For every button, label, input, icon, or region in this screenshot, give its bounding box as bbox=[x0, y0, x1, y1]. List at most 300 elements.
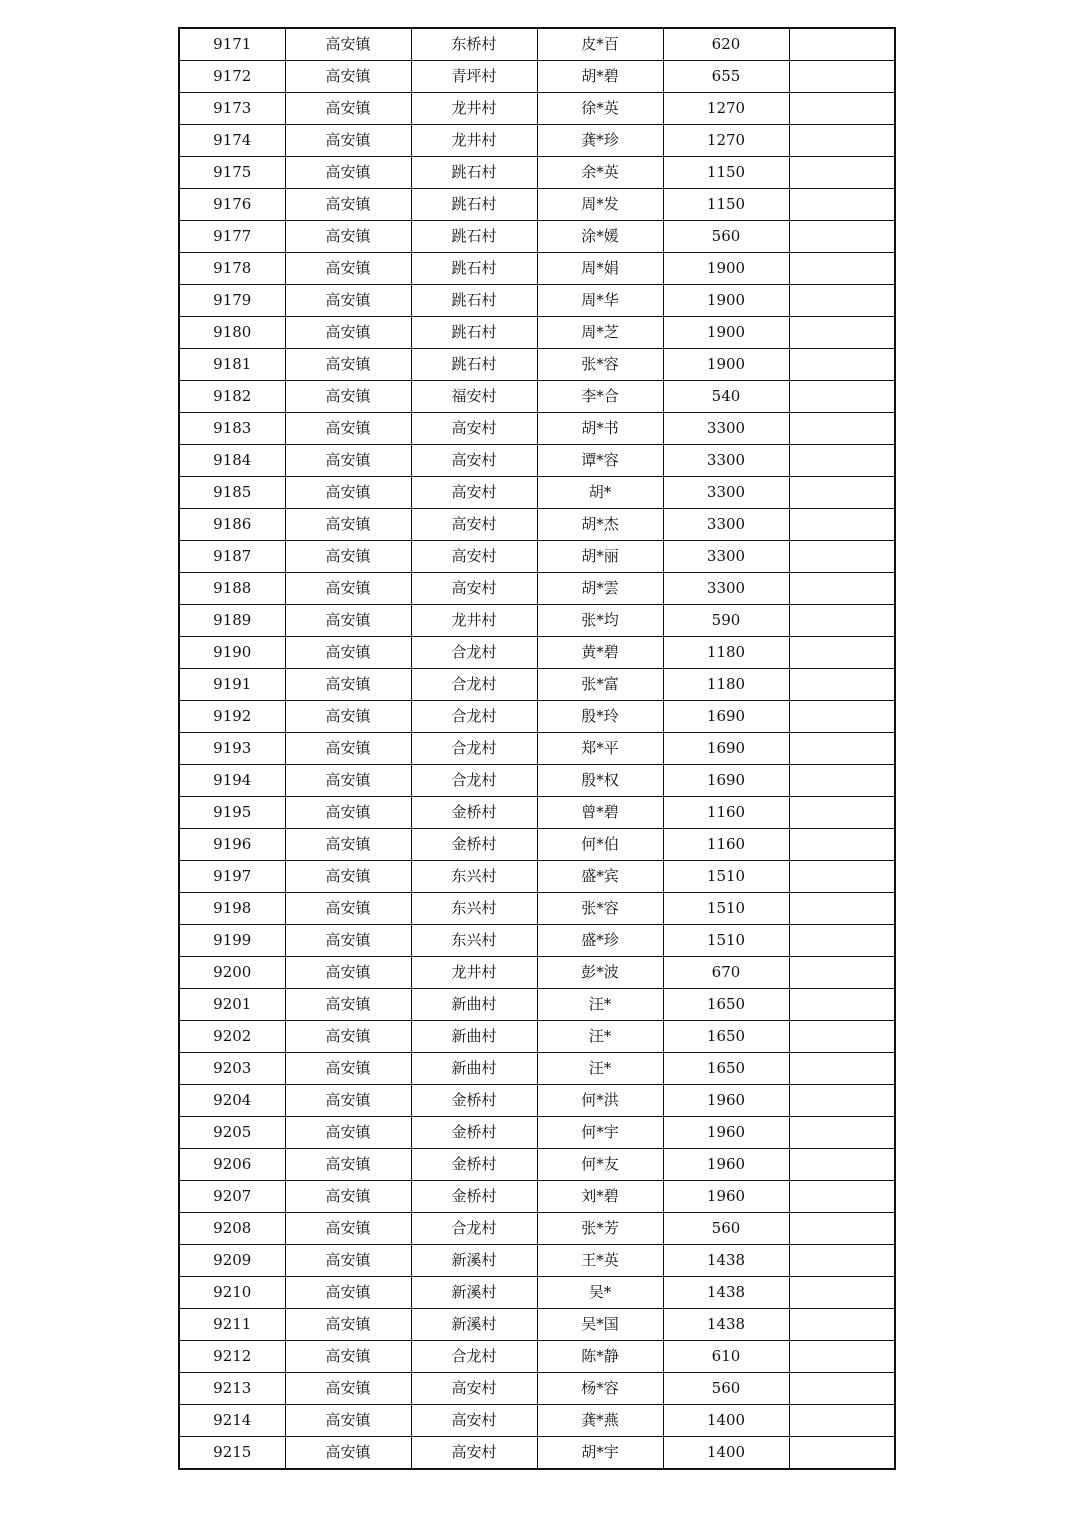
amount-cell: 1650 bbox=[663, 989, 789, 1021]
table-row bbox=[179, 61, 895, 93]
remark-cell bbox=[789, 413, 895, 445]
town-cell: 高安镇 bbox=[285, 1053, 411, 1085]
amount-cell: 1510 bbox=[663, 861, 789, 893]
table-row bbox=[179, 93, 895, 125]
remark-cell bbox=[789, 605, 895, 637]
town-cell: 高安镇 bbox=[285, 541, 411, 573]
town-cell: 高安镇 bbox=[285, 1021, 411, 1053]
town-cell: 高安镇 bbox=[285, 861, 411, 893]
town-cell: 高安镇 bbox=[285, 605, 411, 637]
village-cell: 合龙村 bbox=[411, 637, 537, 669]
serial-cell: 9190 bbox=[179, 637, 285, 669]
name-cell: 王*英 bbox=[537, 1245, 663, 1277]
name-cell: 余*英 bbox=[537, 157, 663, 189]
table-row bbox=[179, 1213, 895, 1245]
table-row bbox=[179, 28, 895, 61]
table-row bbox=[179, 829, 895, 861]
town-cell: 高安镇 bbox=[285, 1245, 411, 1277]
serial-cell: 9197 bbox=[179, 861, 285, 893]
village-cell: 金桥村 bbox=[411, 1181, 537, 1213]
table-row bbox=[179, 861, 895, 893]
table-row bbox=[179, 1085, 895, 1117]
village-cell: 东桥村 bbox=[411, 28, 537, 61]
name-cell: 汪* bbox=[537, 1021, 663, 1053]
table-row bbox=[179, 1437, 895, 1470]
serial-cell: 9174 bbox=[179, 125, 285, 157]
serial-cell: 9210 bbox=[179, 1277, 285, 1309]
remark-cell bbox=[789, 1053, 895, 1085]
town-cell: 高安镇 bbox=[285, 381, 411, 413]
remark-cell bbox=[789, 93, 895, 125]
amount-cell: 1400 bbox=[663, 1437, 789, 1470]
amount-cell: 1150 bbox=[663, 157, 789, 189]
table-row bbox=[179, 893, 895, 925]
village-cell: 高安村 bbox=[411, 541, 537, 573]
serial-cell: 9191 bbox=[179, 669, 285, 701]
table-row bbox=[179, 445, 895, 477]
amount-cell: 1900 bbox=[663, 253, 789, 285]
village-cell: 合龙村 bbox=[411, 765, 537, 797]
serial-cell: 9214 bbox=[179, 1405, 285, 1437]
town-cell: 高安镇 bbox=[285, 285, 411, 317]
serial-cell: 9204 bbox=[179, 1085, 285, 1117]
name-cell: 龚*珍 bbox=[537, 125, 663, 157]
amount-cell: 3300 bbox=[663, 477, 789, 509]
name-cell: 谭*容 bbox=[537, 445, 663, 477]
town-cell: 高安镇 bbox=[285, 1437, 411, 1470]
serial-cell: 9194 bbox=[179, 765, 285, 797]
serial-cell: 9203 bbox=[179, 1053, 285, 1085]
village-cell: 高安村 bbox=[411, 1405, 537, 1437]
table-row bbox=[179, 1117, 895, 1149]
amount-cell: 3300 bbox=[663, 445, 789, 477]
village-cell: 跳石村 bbox=[411, 285, 537, 317]
remark-cell bbox=[789, 157, 895, 189]
name-cell: 何*洪 bbox=[537, 1085, 663, 1117]
name-cell: 胡*杰 bbox=[537, 509, 663, 541]
village-cell: 跳石村 bbox=[411, 349, 537, 381]
amount-cell: 1510 bbox=[663, 925, 789, 957]
name-cell: 张*容 bbox=[537, 349, 663, 381]
name-cell: 彭*波 bbox=[537, 957, 663, 989]
serial-cell: 9172 bbox=[179, 61, 285, 93]
name-cell: 胡*宇 bbox=[537, 1437, 663, 1470]
table-row bbox=[179, 605, 895, 637]
village-cell: 高安村 bbox=[411, 573, 537, 605]
serial-cell: 9193 bbox=[179, 733, 285, 765]
serial-cell: 9171 bbox=[179, 28, 285, 61]
serial-cell: 9201 bbox=[179, 989, 285, 1021]
remark-cell bbox=[789, 1341, 895, 1373]
remark-cell bbox=[789, 445, 895, 477]
table-row bbox=[179, 1405, 895, 1437]
village-cell: 高安村 bbox=[411, 477, 537, 509]
village-cell: 龙井村 bbox=[411, 125, 537, 157]
serial-cell: 9206 bbox=[179, 1149, 285, 1181]
village-cell: 福安村 bbox=[411, 381, 537, 413]
remark-cell bbox=[789, 61, 895, 93]
table-row bbox=[179, 925, 895, 957]
amount-cell: 1438 bbox=[663, 1245, 789, 1277]
name-cell: 张*富 bbox=[537, 669, 663, 701]
remark-cell bbox=[789, 829, 895, 861]
table-row bbox=[179, 285, 895, 317]
village-cell: 新溪村 bbox=[411, 1245, 537, 1277]
town-cell: 高安镇 bbox=[285, 509, 411, 541]
name-cell: 汪* bbox=[537, 989, 663, 1021]
name-cell: 盛*宾 bbox=[537, 861, 663, 893]
name-cell: 胡*雲 bbox=[537, 573, 663, 605]
remark-cell bbox=[789, 541, 895, 573]
village-cell: 新曲村 bbox=[411, 1053, 537, 1085]
serial-cell: 9180 bbox=[179, 317, 285, 349]
table-row bbox=[179, 573, 895, 605]
name-cell: 陈*静 bbox=[537, 1341, 663, 1373]
remark-cell bbox=[789, 797, 895, 829]
amount-cell: 1900 bbox=[663, 317, 789, 349]
remark-cell bbox=[789, 637, 895, 669]
village-cell: 合龙村 bbox=[411, 669, 537, 701]
remark-cell bbox=[789, 1245, 895, 1277]
name-cell: 张*容 bbox=[537, 893, 663, 925]
roster-table-body bbox=[179, 28, 895, 1469]
town-cell: 高安镇 bbox=[285, 413, 411, 445]
name-cell: 胡*书 bbox=[537, 413, 663, 445]
amount-cell: 1270 bbox=[663, 93, 789, 125]
serial-cell: 9200 bbox=[179, 957, 285, 989]
serial-cell: 9173 bbox=[179, 93, 285, 125]
remark-cell bbox=[789, 477, 895, 509]
name-cell: 胡*碧 bbox=[537, 61, 663, 93]
village-cell: 龙井村 bbox=[411, 605, 537, 637]
serial-cell: 9185 bbox=[179, 477, 285, 509]
table-row bbox=[179, 1245, 895, 1277]
town-cell: 高安镇 bbox=[285, 61, 411, 93]
amount-cell: 1270 bbox=[663, 125, 789, 157]
table-row bbox=[179, 157, 895, 189]
table-row bbox=[179, 1373, 895, 1405]
town-cell: 高安镇 bbox=[285, 93, 411, 125]
town-cell: 高安镇 bbox=[285, 1117, 411, 1149]
amount-cell: 610 bbox=[663, 1341, 789, 1373]
table-row bbox=[179, 1341, 895, 1373]
town-cell: 高安镇 bbox=[285, 701, 411, 733]
serial-cell: 9187 bbox=[179, 541, 285, 573]
table-row bbox=[179, 1277, 895, 1309]
town-cell: 高安镇 bbox=[285, 1277, 411, 1309]
town-cell: 高安镇 bbox=[285, 349, 411, 381]
town-cell: 高安镇 bbox=[285, 1341, 411, 1373]
town-cell: 高安镇 bbox=[285, 445, 411, 477]
amount-cell: 560 bbox=[663, 1213, 789, 1245]
village-cell: 跳石村 bbox=[411, 253, 537, 285]
remark-cell bbox=[789, 28, 895, 61]
town-cell: 高安镇 bbox=[285, 957, 411, 989]
town-cell: 高安镇 bbox=[285, 28, 411, 61]
village-cell: 高安村 bbox=[411, 1373, 537, 1405]
village-cell: 龙井村 bbox=[411, 93, 537, 125]
serial-cell: 9182 bbox=[179, 381, 285, 413]
remark-cell bbox=[789, 221, 895, 253]
town-cell: 高安镇 bbox=[285, 1149, 411, 1181]
town-cell: 高安镇 bbox=[285, 1213, 411, 1245]
town-cell: 高安镇 bbox=[285, 157, 411, 189]
table-row bbox=[179, 701, 895, 733]
village-cell: 金桥村 bbox=[411, 797, 537, 829]
town-cell: 高安镇 bbox=[285, 317, 411, 349]
amount-cell: 1650 bbox=[663, 1053, 789, 1085]
village-cell: 合龙村 bbox=[411, 733, 537, 765]
amount-cell: 540 bbox=[663, 381, 789, 413]
amount-cell: 1510 bbox=[663, 893, 789, 925]
name-cell: 杨*容 bbox=[537, 1373, 663, 1405]
town-cell: 高安镇 bbox=[285, 893, 411, 925]
remark-cell bbox=[789, 189, 895, 221]
amount-cell: 3300 bbox=[663, 509, 789, 541]
table-row bbox=[179, 765, 895, 797]
serial-cell: 9202 bbox=[179, 1021, 285, 1053]
amount-cell: 1690 bbox=[663, 733, 789, 765]
amount-cell: 1180 bbox=[663, 637, 789, 669]
serial-cell: 9205 bbox=[179, 1117, 285, 1149]
remark-cell bbox=[789, 317, 895, 349]
town-cell: 高安镇 bbox=[285, 573, 411, 605]
name-cell: 何*伯 bbox=[537, 829, 663, 861]
name-cell: 张*均 bbox=[537, 605, 663, 637]
town-cell: 高安镇 bbox=[285, 1373, 411, 1405]
remark-cell bbox=[789, 701, 895, 733]
table-row bbox=[179, 253, 895, 285]
village-cell: 青坪村 bbox=[411, 61, 537, 93]
table-row bbox=[179, 957, 895, 989]
remark-cell bbox=[789, 1309, 895, 1341]
amount-cell: 1960 bbox=[663, 1149, 789, 1181]
village-cell: 合龙村 bbox=[411, 1341, 537, 1373]
village-cell: 跳石村 bbox=[411, 317, 537, 349]
serial-cell: 9177 bbox=[179, 221, 285, 253]
remark-cell bbox=[789, 1373, 895, 1405]
amount-cell: 655 bbox=[663, 61, 789, 93]
remark-cell bbox=[789, 349, 895, 381]
village-cell: 合龙村 bbox=[411, 1213, 537, 1245]
name-cell: 龚*燕 bbox=[537, 1405, 663, 1437]
remark-cell bbox=[789, 765, 895, 797]
serial-cell: 9181 bbox=[179, 349, 285, 381]
table-row bbox=[179, 189, 895, 221]
village-cell: 金桥村 bbox=[411, 1117, 537, 1149]
name-cell: 张*芳 bbox=[537, 1213, 663, 1245]
amount-cell: 1438 bbox=[663, 1309, 789, 1341]
name-cell: 胡* bbox=[537, 477, 663, 509]
town-cell: 高安镇 bbox=[285, 669, 411, 701]
remark-cell bbox=[789, 285, 895, 317]
village-cell: 金桥村 bbox=[411, 1149, 537, 1181]
village-cell: 新曲村 bbox=[411, 1021, 537, 1053]
name-cell: 黄*碧 bbox=[537, 637, 663, 669]
table-row bbox=[179, 989, 895, 1021]
remark-cell bbox=[789, 957, 895, 989]
village-cell: 东兴村 bbox=[411, 893, 537, 925]
town-cell: 高安镇 bbox=[285, 989, 411, 1021]
name-cell: 周*娟 bbox=[537, 253, 663, 285]
name-cell: 郑*平 bbox=[537, 733, 663, 765]
amount-cell: 1650 bbox=[663, 1021, 789, 1053]
village-cell: 新溪村 bbox=[411, 1277, 537, 1309]
table-row bbox=[179, 669, 895, 701]
serial-cell: 9186 bbox=[179, 509, 285, 541]
amount-cell: 1960 bbox=[663, 1117, 789, 1149]
serial-cell: 9198 bbox=[179, 893, 285, 925]
serial-cell: 9184 bbox=[179, 445, 285, 477]
name-cell: 汪* bbox=[537, 1053, 663, 1085]
town-cell: 高安镇 bbox=[285, 189, 411, 221]
village-cell: 高安村 bbox=[411, 445, 537, 477]
name-cell: 李*合 bbox=[537, 381, 663, 413]
table-row bbox=[179, 125, 895, 157]
town-cell: 高安镇 bbox=[285, 733, 411, 765]
serial-cell: 9175 bbox=[179, 157, 285, 189]
town-cell: 高安镇 bbox=[285, 1309, 411, 1341]
remark-cell bbox=[789, 509, 895, 541]
amount-cell: 1960 bbox=[663, 1085, 789, 1117]
remark-cell bbox=[789, 1085, 895, 1117]
remark-cell bbox=[789, 1213, 895, 1245]
amount-cell: 1960 bbox=[663, 1181, 789, 1213]
town-cell: 高安镇 bbox=[285, 253, 411, 285]
town-cell: 高安镇 bbox=[285, 1085, 411, 1117]
serial-cell: 9178 bbox=[179, 253, 285, 285]
village-cell: 合龙村 bbox=[411, 701, 537, 733]
village-cell: 跳石村 bbox=[411, 157, 537, 189]
table-row bbox=[179, 381, 895, 413]
town-cell: 高安镇 bbox=[285, 125, 411, 157]
town-cell: 高安镇 bbox=[285, 1181, 411, 1213]
town-cell: 高安镇 bbox=[285, 477, 411, 509]
remark-cell bbox=[789, 1021, 895, 1053]
remark-cell bbox=[789, 1277, 895, 1309]
amount-cell: 1690 bbox=[663, 765, 789, 797]
table-row bbox=[179, 1021, 895, 1053]
amount-cell: 670 bbox=[663, 957, 789, 989]
serial-cell: 9213 bbox=[179, 1373, 285, 1405]
amount-cell: 1160 bbox=[663, 829, 789, 861]
remark-cell bbox=[789, 733, 895, 765]
remark-cell bbox=[789, 1437, 895, 1470]
remark-cell bbox=[789, 989, 895, 1021]
amount-cell: 620 bbox=[663, 28, 789, 61]
amount-cell: 3300 bbox=[663, 541, 789, 573]
serial-cell: 9208 bbox=[179, 1213, 285, 1245]
table-row bbox=[179, 797, 895, 829]
name-cell: 曾*碧 bbox=[537, 797, 663, 829]
name-cell: 殷*玲 bbox=[537, 701, 663, 733]
remark-cell bbox=[789, 893, 895, 925]
serial-cell: 9183 bbox=[179, 413, 285, 445]
amount-cell: 1400 bbox=[663, 1405, 789, 1437]
remark-cell bbox=[789, 669, 895, 701]
town-cell: 高安镇 bbox=[285, 1405, 411, 1437]
table-row bbox=[179, 221, 895, 253]
village-cell: 高安村 bbox=[411, 413, 537, 445]
table-row bbox=[179, 733, 895, 765]
table-row bbox=[179, 637, 895, 669]
serial-cell: 9192 bbox=[179, 701, 285, 733]
amount-cell: 1438 bbox=[663, 1277, 789, 1309]
name-cell: 吴*国 bbox=[537, 1309, 663, 1341]
table-row bbox=[179, 1149, 895, 1181]
remark-cell bbox=[789, 1149, 895, 1181]
name-cell: 何*宇 bbox=[537, 1117, 663, 1149]
serial-cell: 9211 bbox=[179, 1309, 285, 1341]
name-cell: 吴* bbox=[537, 1277, 663, 1309]
amount-cell: 1690 bbox=[663, 701, 789, 733]
name-cell: 涂*媛 bbox=[537, 221, 663, 253]
serial-cell: 9215 bbox=[179, 1437, 285, 1470]
table-row bbox=[179, 317, 895, 349]
amount-cell: 560 bbox=[663, 1373, 789, 1405]
table-row bbox=[179, 1309, 895, 1341]
village-cell: 东兴村 bbox=[411, 925, 537, 957]
village-cell: 跳石村 bbox=[411, 221, 537, 253]
amount-cell: 1180 bbox=[663, 669, 789, 701]
table-row bbox=[179, 413, 895, 445]
name-cell: 皮*百 bbox=[537, 28, 663, 61]
remark-cell bbox=[789, 381, 895, 413]
town-cell: 高安镇 bbox=[285, 797, 411, 829]
serial-cell: 9179 bbox=[179, 285, 285, 317]
town-cell: 高安镇 bbox=[285, 925, 411, 957]
remark-cell bbox=[789, 861, 895, 893]
name-cell: 胡*丽 bbox=[537, 541, 663, 573]
village-cell: 东兴村 bbox=[411, 861, 537, 893]
table-row bbox=[179, 477, 895, 509]
table-row bbox=[179, 541, 895, 573]
town-cell: 高安镇 bbox=[285, 637, 411, 669]
table-row bbox=[179, 1053, 895, 1085]
amount-cell: 560 bbox=[663, 221, 789, 253]
amount-cell: 1160 bbox=[663, 797, 789, 829]
remark-cell bbox=[789, 1405, 895, 1437]
village-cell: 高安村 bbox=[411, 509, 537, 541]
remark-cell bbox=[789, 1181, 895, 1213]
village-cell: 高安村 bbox=[411, 1437, 537, 1470]
serial-cell: 9196 bbox=[179, 829, 285, 861]
roster-table bbox=[178, 27, 896, 1470]
name-cell: 盛*珍 bbox=[537, 925, 663, 957]
serial-cell: 9212 bbox=[179, 1341, 285, 1373]
serial-cell: 9189 bbox=[179, 605, 285, 637]
village-cell: 金桥村 bbox=[411, 1085, 537, 1117]
name-cell: 何*友 bbox=[537, 1149, 663, 1181]
remark-cell bbox=[789, 253, 895, 285]
village-cell: 新溪村 bbox=[411, 1309, 537, 1341]
serial-cell: 9176 bbox=[179, 189, 285, 221]
amount-cell: 1900 bbox=[663, 285, 789, 317]
table-row bbox=[179, 509, 895, 541]
name-cell: 刘*碧 bbox=[537, 1181, 663, 1213]
amount-cell: 1900 bbox=[663, 349, 789, 381]
amount-cell: 3300 bbox=[663, 413, 789, 445]
name-cell: 殷*权 bbox=[537, 765, 663, 797]
serial-cell: 9199 bbox=[179, 925, 285, 957]
remark-cell bbox=[789, 125, 895, 157]
remark-cell bbox=[789, 573, 895, 605]
village-cell: 龙井村 bbox=[411, 957, 537, 989]
village-cell: 金桥村 bbox=[411, 829, 537, 861]
town-cell: 高安镇 bbox=[285, 765, 411, 797]
town-cell: 高安镇 bbox=[285, 829, 411, 861]
village-cell: 跳石村 bbox=[411, 189, 537, 221]
